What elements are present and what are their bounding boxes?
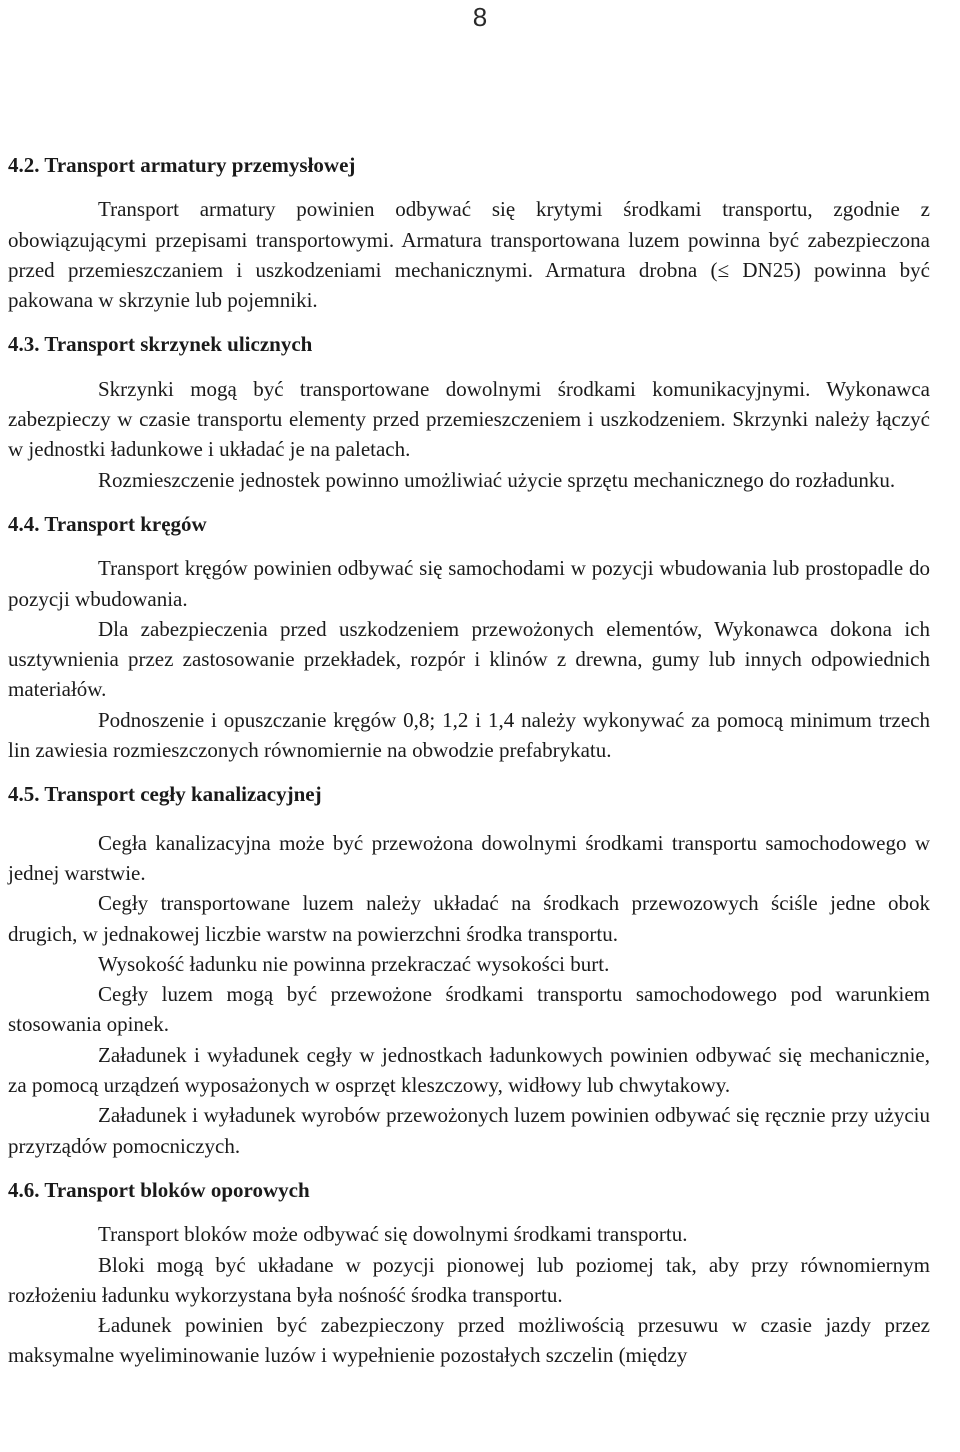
paragraph: Transport kręgów powinien odbywać się samochodami w pozycji wbudowania lub prostopadle do pozycji wbudowania. [8, 556, 930, 611]
paragraph: Cegły transportowane luzem należy układać na środkach przewozowych ściśle jedne obok drugich, w jednakowej liczbie warstw na powierzchni środka transportu. [8, 891, 930, 946]
paragraph: Dla zabezpieczenia przed uszkodzeniem przewożonych elementów, Wykonawca dokona ich usztywnienia przez zastosowanie przekładek, rozpór i klinów z drewna, gumy lub innych odpowiednich materiałów. [8, 616, 930, 702]
paragraph: Załadunek i wyładunek wyrobów przewożonych luzem powinien odbywać się ręcznie przy użyciu przyrządów pomocniczych. [8, 1103, 930, 1158]
paragraph: Transport bloków może odbywać się dowolnymi środkami transportu. [98, 1222, 688, 1247]
paragraph: Cegła kanalizacyjna może być przewożona dowolnymi środkami transportu samochodowego w jednej warstwie. [8, 830, 930, 885]
paragraph: Podnoszenie i opuszczanie kręgów 0,8; 1,2 i 1,4 należy wykonywać za pomocą minimum trzech lin zawiesia rozmieszczonych równomiernie na obwodzie prefabrykatu. [8, 707, 930, 763]
section-heading-4-6: 4.6. Transport bloków oporowych [8, 1177, 310, 1202]
paragraph: Wysokość ładunku nie powinna przekraczać wysokości burt. [98, 951, 610, 976]
paragraph: Cegły luzem mogą być przewożone środkami transportu samochodowego pod warunkiem stosowania opinek. [8, 982, 930, 1037]
page-number: 8 [472, 2, 488, 32]
paragraph: Transport armatury powinien odbywać się krytymi środkami transportu, zgodnie z obowiązującymi przepisami transportowymi. Armatura transportowana luzem powinna być zabezpieczona przed przemieszczaniem i uszkodzeniami mechanicznymi. Armatura drobna (≤ DN25) powinna być pakowana w skrzynie lub pojemniki. [8, 197, 930, 313]
section-heading-4-5: 4.5. Transport cegły kanalizacyjnej [8, 782, 322, 807]
paragraph: Ładunek powinien być zabezpieczony przed możliwością przesuwu w czasie jazdy przez maksymalne wyeliminowanie luzów i wypełnienie pozostałych szczelin (między [8, 1313, 930, 1368]
paragraph: Załadunek i wyładunek cegły w jednostkach ładunkowych powinien odbywać się mechanicznie, za pomocą urządzeń wyposażonych w osprzęt kleszczowy, widłowy lub chwytakowy. [8, 1042, 930, 1098]
section-heading-4-3: 4.3. Transport skrzynek ulicznych [8, 332, 313, 357]
paragraph: Bloki mogą być układane w pozycji pionowej lub poziomej tak, aby przy równomiernym rozłożeniu ładunku wykorzystana była nośność środka transportu. [8, 1252, 930, 1307]
section-heading-4-2: 4.2. Transport armatury przemysłowej [8, 153, 356, 177]
paragraph: Rozmieszczenie jednostek powinno umożliwiać użycie sprzętu mechanicznego do rozładunku. [98, 467, 896, 492]
paragraph: Skrzynki mogą być transportowane dowolnymi środkami komunikacyjnymi. Wykonawca zabezpieczy w czasie transportu elementy przed przemieszczeniem i uszkodzeniem. Skrzynki należy łączyć w jednostki ładunkowe i układać je na paletach. [8, 376, 930, 462]
section-heading-4-4: 4.4. Transport kręgów [8, 511, 207, 536]
document-body [8, 150, 930, 1371]
